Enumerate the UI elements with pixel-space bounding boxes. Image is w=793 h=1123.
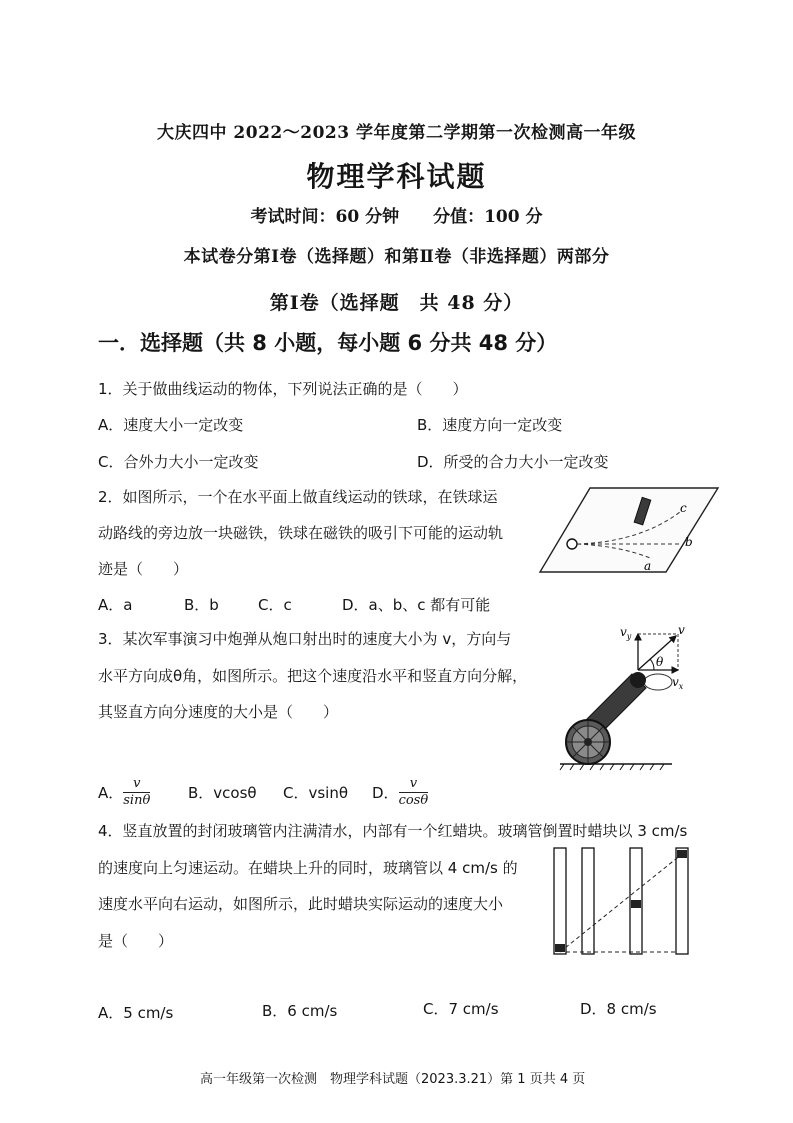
q4-tubes-figure: [548, 846, 698, 958]
cannon-wheel-icon: [566, 720, 610, 764]
q3-option-a-label: A．: [98, 783, 124, 802]
q3-line-3: 其竖直方向分速度的大小是（ ）: [98, 703, 339, 721]
label-b: b: [685, 535, 693, 549]
q3-option-d: [372, 772, 428, 812]
label-c: c: [680, 501, 687, 515]
q1-stem: 1．关于做曲线运动的物体，下列说法正确的是（ ）: [98, 380, 468, 398]
q4-option-d: D．8 cm/s: [580, 1000, 657, 1018]
school-heading: 大庆四中 2022～2023 学年度第二学期第一次检测高一年级: [157, 123, 636, 143]
q3-option-d-fraction: [399, 776, 429, 809]
wax-block-1: [555, 944, 565, 952]
vy-label: $v_y$: [620, 625, 632, 641]
tube-1: [554, 848, 566, 954]
v-label: v: [678, 623, 685, 637]
q2-line-3: 迹是（ ）: [98, 560, 189, 578]
q2-line-2: 动路线的旁边放一块磁铁，铁球在磁铁的吸引下可能的运动轨: [98, 524, 504, 542]
exam-intro: 本试卷分第Ⅰ卷（选择题）和第Ⅱ卷（非选择题）两部分: [183, 247, 610, 267]
q3-option-d-num: v: [399, 776, 429, 793]
section-title: 一．选择题（共 8 小题，每小题 6 分共 48 分）: [98, 331, 558, 355]
q3-option-a: [98, 772, 150, 812]
q1-option-a: A．速度大小一定改变: [98, 416, 244, 434]
q2-figure: [540, 484, 720, 576]
q4-option-c: C．7 cm/s: [423, 1000, 499, 1018]
trajectory-line: [560, 854, 682, 952]
cannon-muzzle: [630, 672, 646, 688]
q4-line-2: 的速度向上匀速运动。在蜡块上升的同时，玻璃管以 4 cm/s 的: [98, 859, 518, 877]
q3-cannon-figure: [560, 622, 700, 774]
volume-heading: 第Ⅰ卷（选择题 共 48 分）: [269, 292, 524, 314]
q2-option-a: A．a: [98, 596, 133, 614]
q3-option-c: C．vsinθ: [283, 784, 349, 802]
exam-meta: 考试时间：60 分钟 分值：100 分: [250, 207, 543, 227]
q1-option-c: C．合外力大小一定改变: [98, 453, 259, 471]
label-a: a: [644, 559, 652, 573]
q3-option-d-label: D．: [372, 783, 399, 802]
q3-option-b: B．vcosθ: [188, 784, 257, 802]
q3-option-d-den: cosθ: [398, 792, 429, 808]
page-footer: 高一年级第一次检测 物理学科试题（2023.3.21）第 1 页共 4 页: [200, 1072, 586, 1087]
tube-2: [582, 848, 594, 954]
q2-option-c: C．c: [258, 596, 292, 614]
q4-line-1: 4．竖直放置的封闭玻璃管内注满清水，内部有一个红蜡块。玻璃管倒置时蜡块以 3 cm/s: [98, 822, 688, 840]
iron-ball-icon: [567, 539, 577, 549]
q2-option-b: B．b: [184, 596, 219, 614]
smoke-cloud: [644, 674, 672, 690]
table-plane: [540, 488, 718, 572]
q1-option-b: B．速度方向一定改变: [417, 416, 563, 434]
theta-arc: [650, 659, 654, 670]
q3-line-1: 3．某次军事演习中炮弹从炮口射出时的速度大小为 v，方向与: [98, 630, 512, 648]
vx-label: $v_x$: [672, 675, 684, 691]
q3-option-a-num: v: [123, 776, 150, 793]
ground-hatch: [560, 764, 664, 770]
q4-line-4: 是（ ）: [98, 932, 174, 950]
q3-option-a-den: sinθ: [123, 792, 151, 808]
tube-4: [676, 848, 688, 954]
q3-option-a-fraction: [123, 776, 150, 809]
q3-line-2: 水平方向成θ角，如图所示。把这个速度沿水平和竖直方向分解，: [98, 667, 528, 685]
q4-option-b: B．6 cm/s: [262, 1002, 338, 1020]
q4-option-a: A．5 cm/s: [98, 1004, 174, 1022]
q1-option-d: D．所受的合力大小一定改变: [417, 453, 609, 471]
q2-option-d: D．a、b、c 都有可能: [342, 596, 491, 614]
theta-label: θ: [656, 655, 664, 669]
exam-title: 物理学科试题: [306, 160, 487, 193]
q2-line-1: 2．如图所示，一个在水平面上做直线运动的铁球，在铁球运: [98, 488, 498, 506]
q4-line-3: 速度水平向右运动，如图所示，此时蜡块实际运动的速度大小: [98, 895, 504, 913]
wax-block-3: [631, 900, 641, 908]
